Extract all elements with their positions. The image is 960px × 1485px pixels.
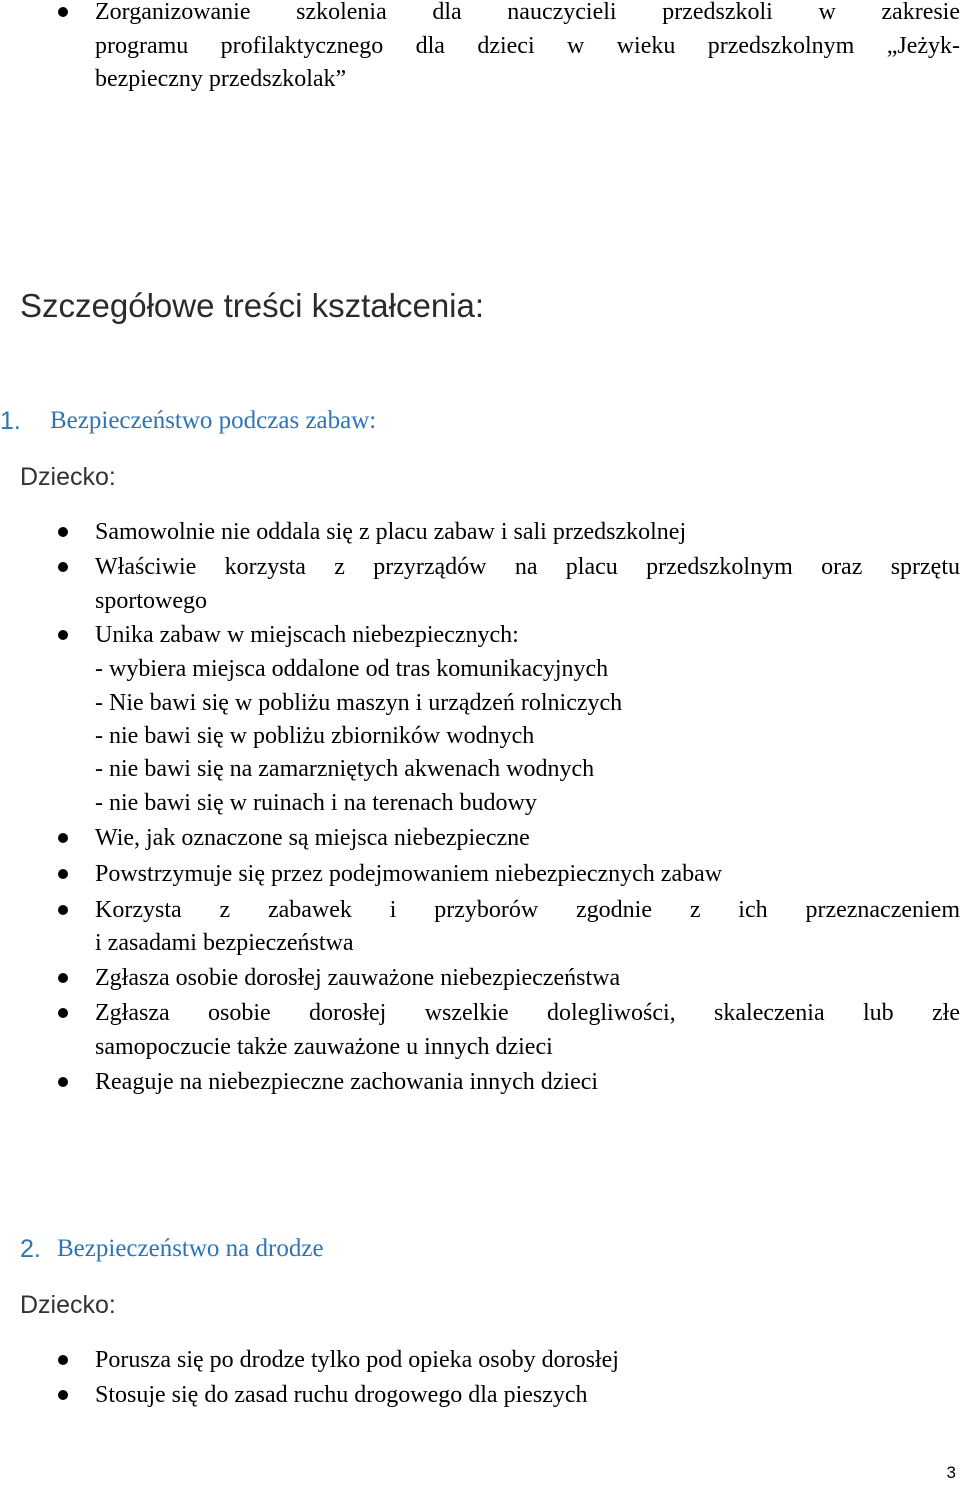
list-item-continuation: i zasadami bezpieczeństwa <box>95 930 354 956</box>
bullet-icon <box>58 527 68 537</box>
intro-line-3: bezpieczny przedszkolak” <box>95 66 347 92</box>
bullet-icon <box>58 869 68 879</box>
bullet-icon <box>58 1008 68 1018</box>
section-1-title: Bezpieczeństwo podczas zabaw: <box>50 407 377 434</box>
list-item: Porusza się po drodze tylko pod opieka osoby dorosłej <box>95 1347 619 1373</box>
section-1-number: 1. <box>0 407 21 435</box>
section-2-label: Dziecko: <box>20 1291 116 1319</box>
bullet-icon <box>58 1355 68 1365</box>
list-item: Powstrzymuje się przez podejmowaniem niebezpiecznych zabaw <box>95 861 723 887</box>
bullet-icon <box>58 1077 68 1087</box>
bullet-icon <box>58 562 68 572</box>
bullet-icon <box>58 1390 68 1400</box>
sub-item: - wybiera miejsca oddalone od tras komunikacyjnych <box>95 656 609 682</box>
sub-item: - nie bawi się w pobliżu zbiorników wodnych <box>95 723 535 749</box>
list-item: Stosuje się do zasad ruchu drogowego dla pieszych <box>95 1382 588 1408</box>
list-item: Wie, jak oznaczone są miejsca niebezpieczne <box>95 825 530 851</box>
list-item: Unika zabaw w miejscach niebezpiecznych: <box>95 622 519 648</box>
list-item: Zgłasza osobie dorosłej zauważone niebezpieczeństwa <box>95 965 621 991</box>
list-item: Właściwie korzysta z przyrządów na placu przedszkolnym oraz sprzętu <box>95 554 960 580</box>
bullet-icon <box>58 833 68 843</box>
list-item-continuation: samopoczucie także zauważone u innych dzieci <box>95 1034 553 1060</box>
section-1-label: Dziecko: <box>20 463 116 491</box>
section-2-number: 2. <box>20 1235 41 1263</box>
list-item: Korzysta z zabawek i przyborów zgodnie z ich przeznaczeniem <box>95 897 960 923</box>
sub-item: - Nie bawi się w pobliżu maszyn i urządzeń rolniczych <box>95 690 623 716</box>
list-item: Zgłasza osobie dorosłej wszelkie dolegliwości, skaleczenia lub złe <box>95 1000 960 1026</box>
section-2-title: Bezpieczeństwo na drodze <box>57 1235 324 1262</box>
bullet-icon <box>58 905 68 915</box>
page-number: 3 <box>946 1463 956 1482</box>
list-item-continuation: sportowego <box>95 588 207 614</box>
bullet-icon <box>58 973 68 983</box>
intro-line-1: Zorganizowanie szkolenia dla nauczycieli przedszkoli w zakresie <box>95 0 960 25</box>
list-item: Reaguje na niebezpieczne zachowania innych dzieci <box>95 1069 599 1095</box>
list-item: Samowolnie nie oddala się z placu zabaw i sali przedszkolnej <box>95 519 687 545</box>
intro-line-2: programu profilaktycznego dla dzieci w wieku przedszkolnym „Jeżyk- <box>95 33 960 59</box>
bullet-icon <box>58 7 68 17</box>
page-heading: Szczegółowe treści kształcenia: <box>20 287 485 324</box>
bullet-icon <box>58 630 68 640</box>
sub-item: - nie bawi się w ruinach i na terenach budowy <box>95 790 537 816</box>
sub-item: - nie bawi się na zamarzniętych akwenach wodnych <box>95 756 595 782</box>
